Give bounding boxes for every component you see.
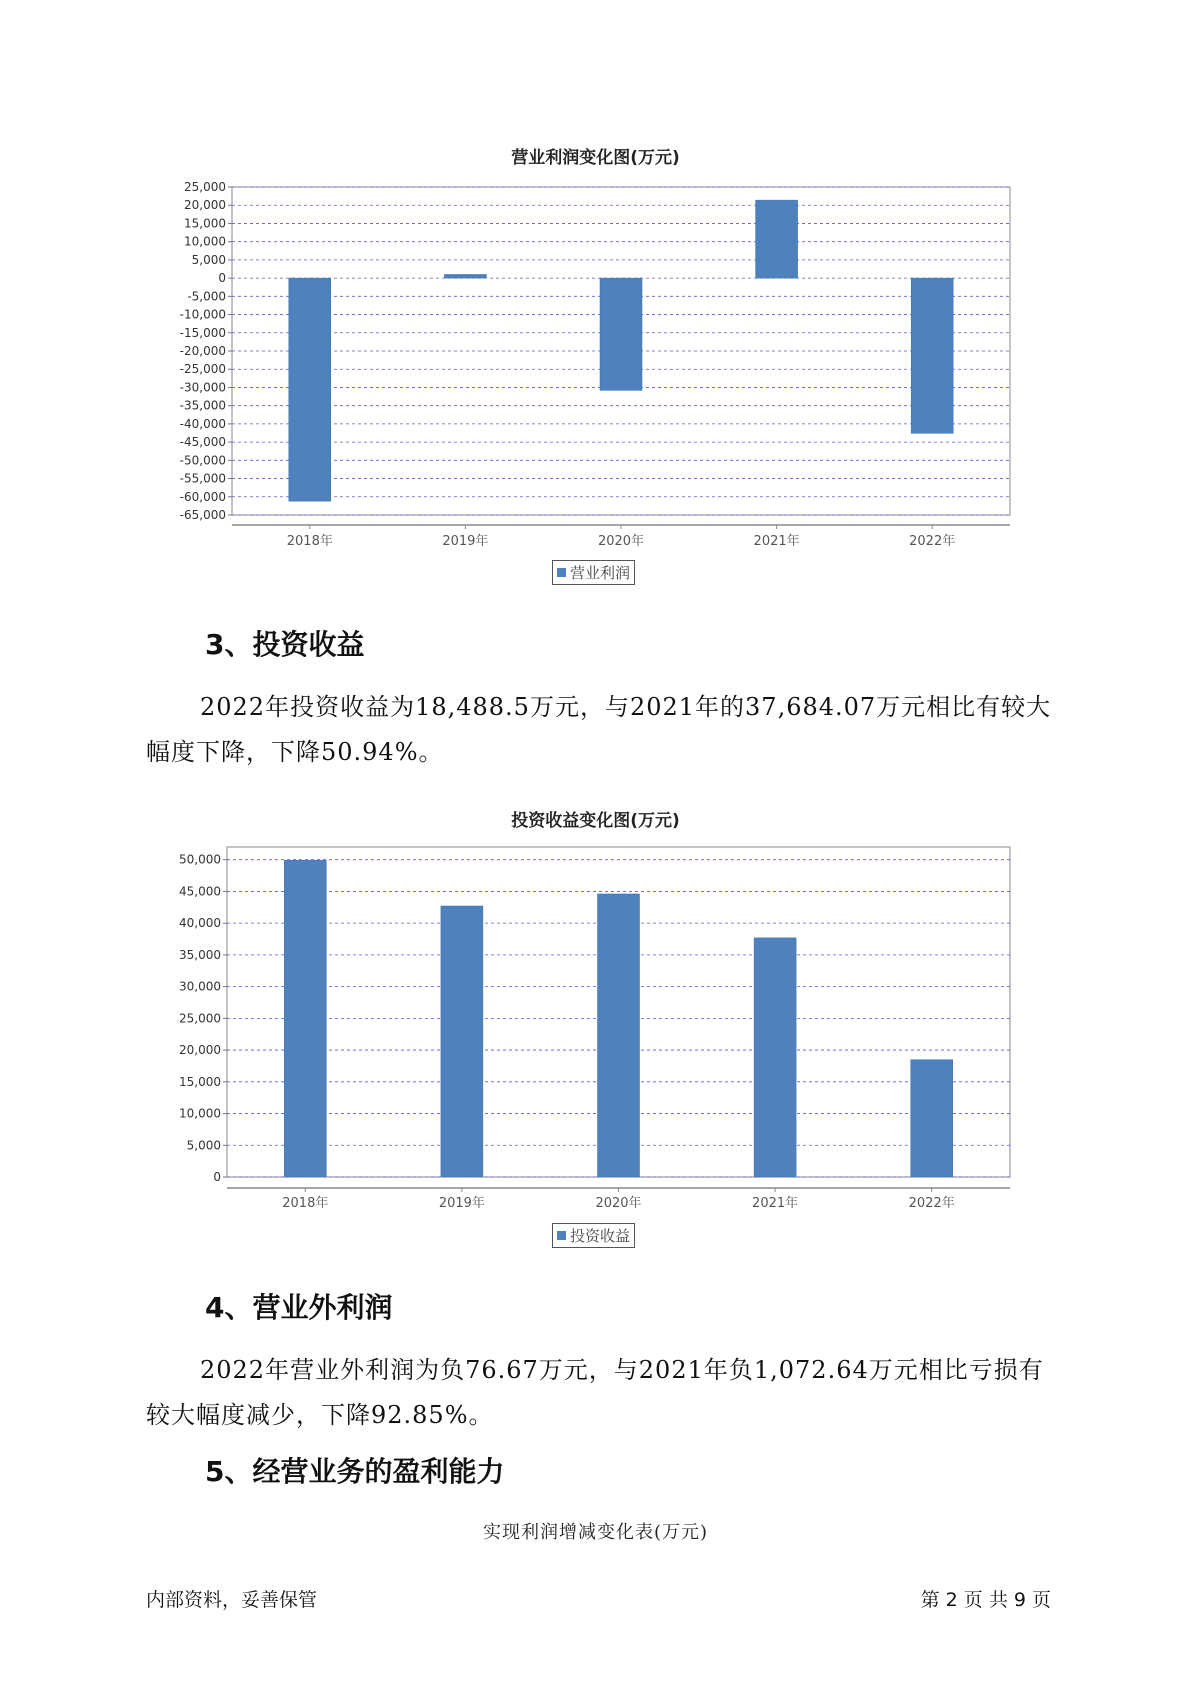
chart2-title: 投资收益变化图(万元) xyxy=(511,811,680,831)
y-tick-label: -50,000 xyxy=(179,453,226,468)
footer-page-number: 第 2 页 共 9 页 xyxy=(920,1589,1051,1611)
x-tick-label: 2021年 xyxy=(752,1196,799,1211)
y-tick-label: 0 xyxy=(218,271,226,286)
y-tick-label: 25,000 xyxy=(179,1011,221,1026)
y-tick-label: 10,000 xyxy=(184,234,226,249)
y-tick-label: 25,000 xyxy=(184,180,226,194)
section-3-heading: 3、投资收益 xyxy=(205,628,365,661)
x-tick-label: 2019年 xyxy=(442,534,489,549)
footer-confidential: 内部资料，妥善保管 xyxy=(146,1589,318,1611)
y-tick-label: 45,000 xyxy=(179,884,221,899)
y-tick-label: -30,000 xyxy=(179,380,226,395)
y-tick-label: 20,000 xyxy=(179,1043,221,1058)
y-tick-label: -20,000 xyxy=(179,344,226,358)
y-tick-label: 15,000 xyxy=(184,216,226,231)
chart1-legend-label: 营业利润 xyxy=(570,564,631,582)
bar xyxy=(911,1060,953,1177)
y-tick-label: -5,000 xyxy=(187,289,226,304)
x-tick-label: 2018年 xyxy=(282,1196,329,1211)
section-3-text: 2022年投资收益为18,488.5万元，与2021年的37,684.07万元相比有较大幅度下降，下降50.94%。 xyxy=(146,693,1052,766)
table-caption: 实现利润增减变化表(万元) xyxy=(482,1522,709,1543)
y-tick-label: 5,000 xyxy=(191,252,226,267)
y-tick-label: 40,000 xyxy=(179,916,221,931)
x-tick-label: 2022年 xyxy=(908,1196,955,1211)
x-tick-label: 2018年 xyxy=(286,534,333,549)
y-tick-label: -45,000 xyxy=(179,435,226,450)
y-tick-label: 10,000 xyxy=(179,1106,221,1121)
y-tick-label: -55,000 xyxy=(179,471,226,486)
y-tick-label: -15,000 xyxy=(179,325,226,340)
section-5-heading: 5、经营业务的盈利能力 xyxy=(205,1455,505,1488)
x-tick-label: 2019年 xyxy=(438,1196,485,1211)
y-tick-label: 5,000 xyxy=(186,1138,221,1153)
y-tick-label: -60,000 xyxy=(179,489,226,504)
y-tick-label: 0 xyxy=(213,1170,221,1184)
y-tick-label: 35,000 xyxy=(179,947,221,962)
y-tick-label: 20,000 xyxy=(184,198,226,213)
x-tick-label: 2020年 xyxy=(597,534,645,549)
section-4-heading: 4、营业外利润 xyxy=(205,1291,393,1324)
x-tick-label: 2021年 xyxy=(753,534,800,549)
y-tick-label: -40,000 xyxy=(179,416,226,431)
x-tick-label: 2020年 xyxy=(595,1196,642,1211)
section-4-text: 2022年营业外利润为负76.67万元，与2021年负1,072.64万元相比亏损有较大幅度减少，下降92.85%。 xyxy=(146,1356,1044,1429)
y-tick-label: -25,000 xyxy=(179,362,226,377)
y-tick-label: -35,000 xyxy=(179,398,226,413)
y-tick-label: -10,000 xyxy=(179,307,226,322)
bar xyxy=(598,894,640,1177)
bar xyxy=(754,938,796,1177)
y-tick-label: -65,000 xyxy=(179,508,226,522)
x-tick-label: 2022年 xyxy=(909,534,956,549)
bar xyxy=(284,860,326,1177)
y-tick-label: 15,000 xyxy=(179,1074,221,1089)
y-tick-label: 30,000 xyxy=(179,979,221,994)
chart1-title: 营业利润变化图(万元) xyxy=(511,148,680,168)
legend-swatch-icon xyxy=(557,1231,566,1240)
bar xyxy=(441,906,483,1177)
chart2-legend xyxy=(552,1223,635,1248)
chart2-legend-label: 投资收益 xyxy=(570,1227,631,1245)
y-tick-label: 50,000 xyxy=(179,852,221,867)
